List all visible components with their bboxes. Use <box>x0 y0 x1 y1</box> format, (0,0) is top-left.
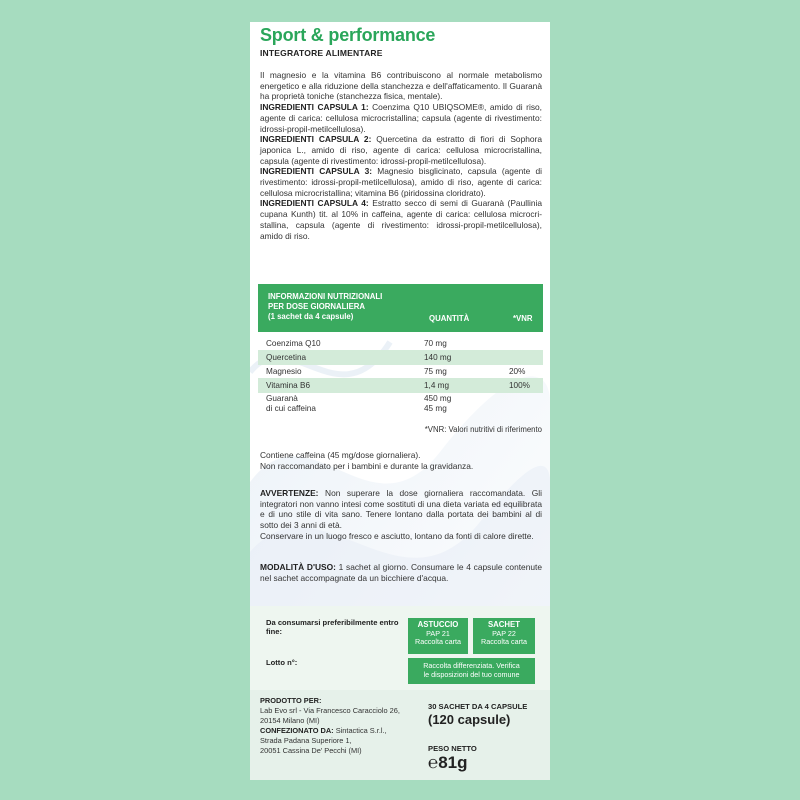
net-weight-label: PESO NETTO <box>428 744 477 753</box>
nutrient-name: Magnesio <box>266 367 302 376</box>
recycle-box-title: SACHET <box>487 620 521 629</box>
packer-label: CONFEZIONATO DA: <box>260 726 334 735</box>
table-row <box>258 364 543 379</box>
recycle-box-title: ASTUCCIO <box>417 620 459 629</box>
recycle-box-method: Raccolta carta <box>415 637 461 647</box>
lot-label: Lotto n°: <box>266 658 298 667</box>
warnings-label: AVVERTENZE: <box>260 488 319 498</box>
table-row <box>258 378 543 393</box>
packer-line1: Sintactica S.r.l., <box>335 726 387 735</box>
pregnancy-note: Non raccomandato per i bambini e durante la gravidanza. <box>260 460 474 471</box>
table-row <box>258 392 543 418</box>
producer-label: PRODOTTO PER: <box>260 696 322 705</box>
ingredient-text-4: Estratto secco di semi di Guaranà (Paullinia cupana Kunth) tit. al 10% in caffeina, agente di carica: cellulosa microcri-stallina, capsula (agente di rivestimento: idrossi-propil-metilcellulosa), amido di riso. <box>260 198 542 241</box>
nutrient-qty: 1,4 mg <box>424 381 450 390</box>
packer-line2: Strada Padana Superiore 1, <box>260 736 352 745</box>
ingredient-label-1: INGREDIENTI CAPSULA 1: <box>260 102 369 113</box>
net-weight-value: ℮81g <box>428 753 468 772</box>
column-quantity: QUANTITÀ <box>429 314 470 323</box>
ingredient-label-3: INGREDIENTI CAPSULA 3: <box>260 166 373 177</box>
warnings-text: Non superare la dose giornaliera raccomandata. Gli integratori non vanno intesi come sostituti di una dieta variata ed equilibrata e di uno stile di vita sano. Tenere lontano dalla portata dei bambini al di sotto dei 3 anni di età. <box>260 488 542 531</box>
intro-text: Il magnesio e la vitamina B6 contribuiscono al normale metabolismo energetico e alla riduzione della stanchezza e dell'affaticamento. Il Guaranà ha proprietà toniche (stanchezza fisica, mentale). <box>260 70 542 102</box>
usage-block <box>260 562 542 583</box>
nutrient-qty: 70 mg <box>424 339 447 348</box>
producer-info <box>260 696 445 756</box>
nutrition-header-line2: PER DOSE GIORNALIERA <box>268 302 366 311</box>
nutrient-name: Guaranà <box>266 394 298 403</box>
nutrient-qty: 75 mg <box>424 367 447 376</box>
product-title: Sport & performance <box>260 25 436 45</box>
caffeine-note: Contiene caffeina (45 mg/dose giornaliera). <box>260 450 421 460</box>
nutrient-vnr: 20% <box>509 367 526 376</box>
nutrition-table-header <box>258 284 543 332</box>
recycle-box-code: PAP 22 <box>492 628 516 638</box>
recycle-box-code: PAP 21 <box>426 628 450 638</box>
ingredient-label-2: INGREDIENTI CAPSULA 2: <box>260 134 372 145</box>
best-before-label: Da consumarsi preferibilmente entro fine: <box>266 618 399 636</box>
ingredients-block <box>260 70 542 241</box>
storage-text: Conservare in un luogo fresco e asciutto, lontano da fonti di calore dirette. <box>260 530 534 541</box>
sachet-count: 30 SACHET DA 4 CAPSULE <box>428 702 528 711</box>
table-row <box>258 336 543 351</box>
nutrient-name: Coenzima Q10 <box>266 339 321 348</box>
ingredient-text-2: Quercetina da estratto di fiori di Sophora japonica L., amido di riso, agente di carica: cellulosa microcristallina, capsula (agente di rivestimento: idrossi-propil-metilcellulosa). <box>260 134 542 166</box>
ingredient-text-1: Coenzima Q10 UBIQSOME®, amido di riso, agente di carica: cellulosa microcristallina; capsula (agente di rivestimento: idrossi-propil-metilcellulosa). <box>260 102 542 134</box>
caffeine-notes <box>260 450 542 471</box>
warnings-block <box>260 488 542 542</box>
nutrient-qty: 140 mg <box>424 353 452 362</box>
nutrient-vnr: 100% <box>509 381 530 390</box>
nutrient-name: Vitamina B6 <box>266 381 310 390</box>
nutrient-name: Quercetina <box>266 353 307 362</box>
producer-address-line2: 20154 Milano (MI) <box>260 716 320 725</box>
table-row <box>258 350 543 365</box>
nutrient-subqty: 45 mg <box>424 404 447 413</box>
packer-line3: 20051 Cassina De' Pecchi (MI) <box>260 746 362 755</box>
product-subtitle: INTEGRATORE ALIMENTARE <box>260 48 383 58</box>
nutrition-header-line1: INFORMAZIONI NUTRIZIONALI <box>268 292 383 301</box>
ingredient-label-4: INGREDIENTI CAPSULA 4: <box>260 198 369 209</box>
ingredient-text-3: Magnesio bisglicinato, capsula (agente di rivestimento: idrossi-propil-metilcellulosa), amido di riso, agente di carica: cellulosa microcristallina; vitamina B6 (piridossina cloridrato). <box>260 166 543 198</box>
recycle-note-line2: le disposizioni del tuo comune <box>423 669 520 679</box>
nutrition-header-line3: (1 sachet da 4 capsule) <box>268 312 354 321</box>
usage-text: 1 sachet al giorno. Consumare le 4 capsule contenute nel sachet accompagnate da un bicchiere d'acqua. <box>260 562 543 583</box>
recycle-box-method: Raccolta carta <box>481 637 527 647</box>
recycle-box-sachet <box>473 618 535 654</box>
producer-address-line1: Lab Evo srl - Via Francesco Caracciolo 26, <box>260 706 400 715</box>
nutrient-subname: di cui caffeina <box>266 404 316 413</box>
nutrient-qty: 450 mg <box>424 394 452 403</box>
column-vnr: *VNR <box>513 314 533 323</box>
recycle-note-box <box>408 658 535 684</box>
recycle-note-line1: Raccolta differenziata. Verifica <box>423 661 520 670</box>
usage-label: MODALITÀ D'USO: <box>260 562 336 572</box>
capsule-count: (120 capsule) <box>428 712 511 727</box>
recycle-box-carton <box>408 618 468 654</box>
vnr-note: *VNR: Valori nutritivi di riferimento <box>424 425 542 434</box>
product-label <box>250 22 550 780</box>
